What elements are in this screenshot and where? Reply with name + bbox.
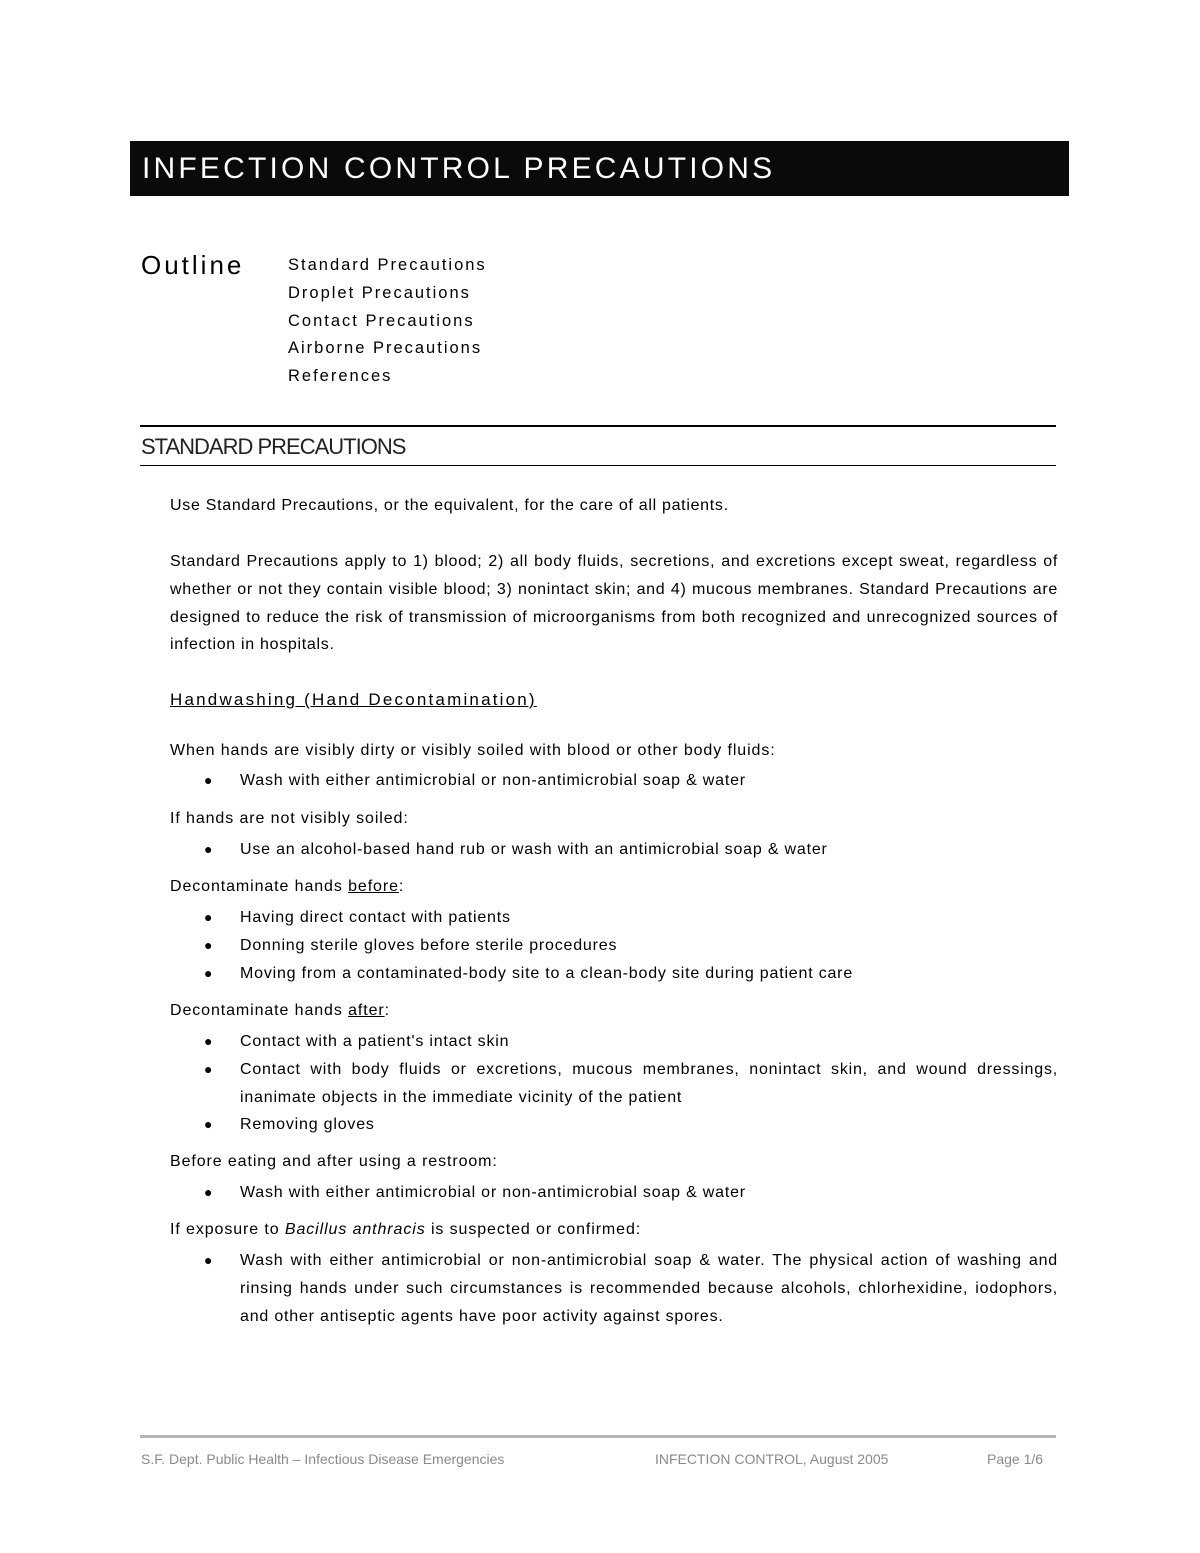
group-label-suffix: : (398, 878, 405, 895)
section-title: STANDARD PRECAUTIONS (141, 434, 406, 459)
group-label-prefix: Decontaminate hands (170, 878, 349, 895)
list-item-text: Wash with either antimicrobial or non-antimicrobial soap & water (240, 1184, 746, 1201)
list-item (170, 1028, 1058, 1056)
footer-page-number: Page 1/6 (987, 1451, 1044, 1467)
group-label: Before eating and after using a restroom: (170, 1153, 498, 1170)
bullet-list (170, 836, 1058, 864)
bullet-dot-icon: ● (204, 936, 214, 953)
outline-item: Standard Precautions (288, 256, 487, 274)
document-title: INFECTION CONTROL PRECAUTIONS (142, 151, 776, 185)
list-item-text: Moving from a contaminated-body site to a clean-body site during patient care (240, 964, 854, 982)
list-item (170, 1179, 1058, 1207)
body-paragraph: Standard Precautions apply to 1) blood; 2) all body fluids, secretions, and excretions except sweat, regardless of whether or not they contain visible blood; 3) nonintact skin; and 4) mucous membranes. Standard Precautions are designed to reduce the risk of transmission of microorganisms from both recognized and unrecognized sources of infection in hospitals. (170, 553, 1058, 654)
group-label-emphasis: before (348, 878, 399, 895)
list-item-text: Contact with body fluids or excretions, mucous membranes, nonintact skin, and wound dressings, inanimate objects in the immediate vicinity of the patient (240, 1060, 1058, 1106)
list-item (170, 1111, 1058, 1139)
bullet-list (170, 1179, 1058, 1207)
list-item-text: Contact with a patient's intact skin (240, 1033, 510, 1050)
outline-item: Droplet Precautions (288, 283, 471, 302)
outline-label: Outline (141, 250, 245, 280)
list-item-text: Wash with either antimicrobial or non-antimicrobial soap & water. The physical action of washing and rinsing hands under such circumstances is recommended because alcohols, chlorhexidine, iodophors, and other antiseptic agents have poor activity against spores. (240, 1252, 1058, 1325)
group-label (170, 878, 404, 896)
list-item-text: Use an alcohol-based hand rub or wash with an antimicrobial soap & water (240, 841, 828, 858)
list-item (170, 904, 1058, 932)
bullet-list (170, 904, 1058, 987)
list-item (170, 767, 1058, 795)
bullet-dot-icon: ● (204, 909, 214, 925)
list-item (170, 932, 1058, 960)
list-item (170, 1056, 1058, 1112)
outline-item: References (288, 367, 393, 386)
group-label-emphasis: Bacillus anthracis (284, 1221, 426, 1238)
bullet-dot-icon: ● (204, 1060, 214, 1077)
group-label-emphasis: after (348, 1002, 385, 1019)
bullet-dot-icon: ● (204, 964, 214, 981)
bullet-dot-icon: ● (204, 841, 214, 857)
bullet-dot-icon: ● (204, 1252, 214, 1268)
footer-left: S.F. Dept. Public Health – Infectious Disease Emergencies (141, 1451, 505, 1467)
footer-rule (140, 1435, 1056, 1438)
bullet-dot-icon: ● (204, 772, 214, 788)
outline-item: Airborne Precautions (288, 339, 483, 358)
list-item-text: Having direct contact with patients (240, 909, 511, 926)
section-rule-top (140, 425, 1056, 427)
group-label (170, 1002, 390, 1020)
intro-paragraph: Use Standard Precautions, or the equivalent, for the care of all patients. (170, 497, 729, 514)
bullet-list (170, 1247, 1058, 1330)
outline-item: Contact Precautions (288, 311, 475, 330)
group-label: If hands are not visibly soiled: (170, 810, 409, 827)
title-banner (130, 141, 1069, 196)
list-item-text: Wash with either antimicrobial or non-antimicrobial soap & water (240, 772, 746, 789)
group-label (170, 1221, 641, 1239)
footer-center: INFECTION CONTROL, August 2005 (655, 1451, 889, 1467)
list-item (170, 1247, 1058, 1330)
list-item-text: Donning sterile gloves before sterile procedures (240, 936, 618, 954)
group-label-prefix: If exposure to (170, 1221, 285, 1238)
section-rule-bottom (140, 465, 1056, 466)
bullet-list (170, 767, 1058, 795)
list-item-text: Removing gloves (240, 1116, 375, 1134)
bullet-dot-icon: ● (204, 1033, 214, 1049)
list-item (170, 836, 1058, 864)
bullet-dot-icon: ● (204, 1116, 214, 1133)
outline-list (288, 253, 487, 392)
group-label: When hands are visibly dirty or visibly soiled with blood or other body fluids: (170, 742, 776, 759)
bullet-list (170, 1028, 1058, 1139)
handwashing-heading: Handwashing (Hand Decontamination) (170, 690, 537, 709)
list-item (170, 960, 1058, 988)
group-label-suffix: is suspected or confirmed: (425, 1221, 642, 1238)
group-label-suffix: : (384, 1002, 390, 1019)
group-label-prefix: Decontaminate hands (170, 1002, 349, 1019)
bullet-dot-icon: ● (204, 1184, 214, 1200)
